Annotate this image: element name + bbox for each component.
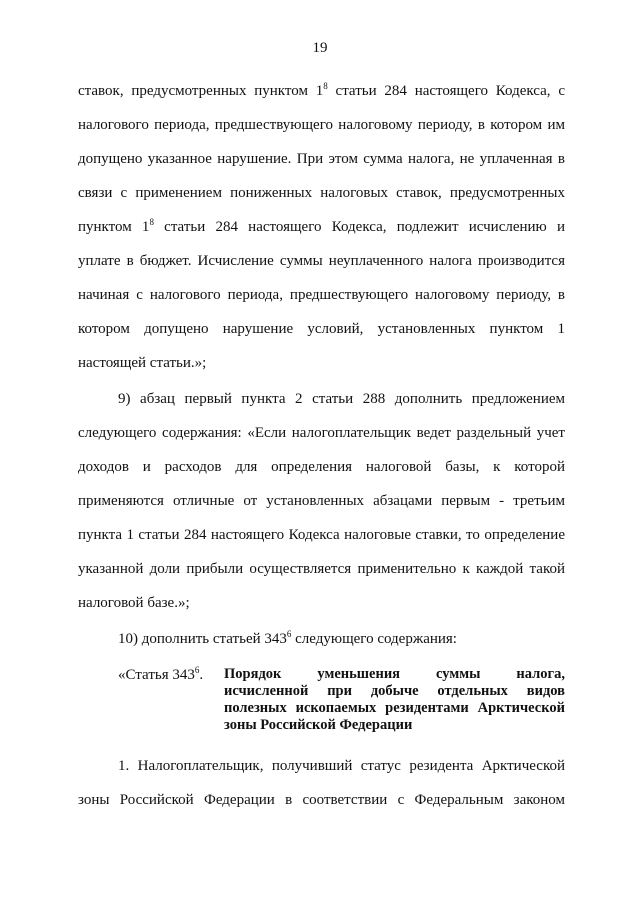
superscript: 8 bbox=[149, 217, 154, 227]
article-label: «Статья $343^6$. bbox=[118, 665, 204, 683]
paragraph-line: применяются отличные от установленных абзацами первым - третьим bbox=[78, 493, 565, 509]
paragraph-line: 1. Налогоплательщик, получивший статус резидента Арктической bbox=[118, 758, 565, 774]
paragraph-line: пункта 1 статьи 284 настоящего Кодекса налоговые ставки, то определение bbox=[78, 527, 565, 543]
paragraph-line: зоны Российской Федерации в соответствии с Федеральным законом bbox=[78, 792, 565, 808]
paragraph-line: связи с применением пониженных налоговых ставок, предусмотренных bbox=[78, 185, 565, 201]
paragraph-line: допущено указанное нарушение. При этом сумма налога, не уплаченная в bbox=[78, 151, 565, 167]
superscript: 6 bbox=[194, 665, 200, 675]
paragraph-line: налоговой базе.»; bbox=[78, 595, 190, 611]
superscript: 6 bbox=[286, 629, 292, 639]
paragraph-line: следующего содержания: «Если налогоплательщик ведет раздельный учет bbox=[78, 425, 565, 441]
article-heading-line: Порядок уменьшения суммы налога, bbox=[224, 666, 565, 682]
paragraph-line: 10) дополнить статьей $343^6$ следующего содержания: bbox=[118, 629, 457, 647]
paragraph-line: ставок, предусмотренных пунктом $1^8$ статьи 284 настоящего Кодекса, с bbox=[78, 81, 566, 99]
superscript: 8 bbox=[323, 81, 328, 91]
article-heading-line: полезных ископаемых резидентами Арктической bbox=[224, 700, 565, 716]
paragraph-line: 9) абзац первый пункта 2 статьи 288 дополнить предложением bbox=[118, 391, 565, 407]
paragraph-line: доходов и расходов для определения налоговой базы, к которой bbox=[78, 459, 565, 475]
paragraph-line: начиная с налогового периода, предшествующего налоговому периоду, в bbox=[78, 287, 565, 303]
paragraph-line: настоящей статьи.»; bbox=[78, 355, 207, 371]
paragraph-line: котором допущено нарушение условий, установленных пунктом 1 bbox=[78, 321, 565, 337]
paragraph-line: уплате в бюджет. Исчисление суммы неуплаченного налога производится bbox=[78, 253, 565, 269]
paragraph-line: пунктом $1^8$ статьи 284 настоящего Кодекса, подлежит исчислению и bbox=[78, 217, 565, 235]
paragraph-line: налогового периода, предшествующего налоговому периоду, в котором им bbox=[78, 117, 565, 133]
paragraph-line: указанной доли прибыли осуществляется применительно к каждой такой bbox=[78, 561, 565, 577]
article-heading-line: зоны Российской Федерации bbox=[224, 717, 413, 733]
page-number: 19 bbox=[312, 40, 328, 56]
article-heading-line: исчисленной при добыче отдельных видов bbox=[224, 683, 565, 699]
